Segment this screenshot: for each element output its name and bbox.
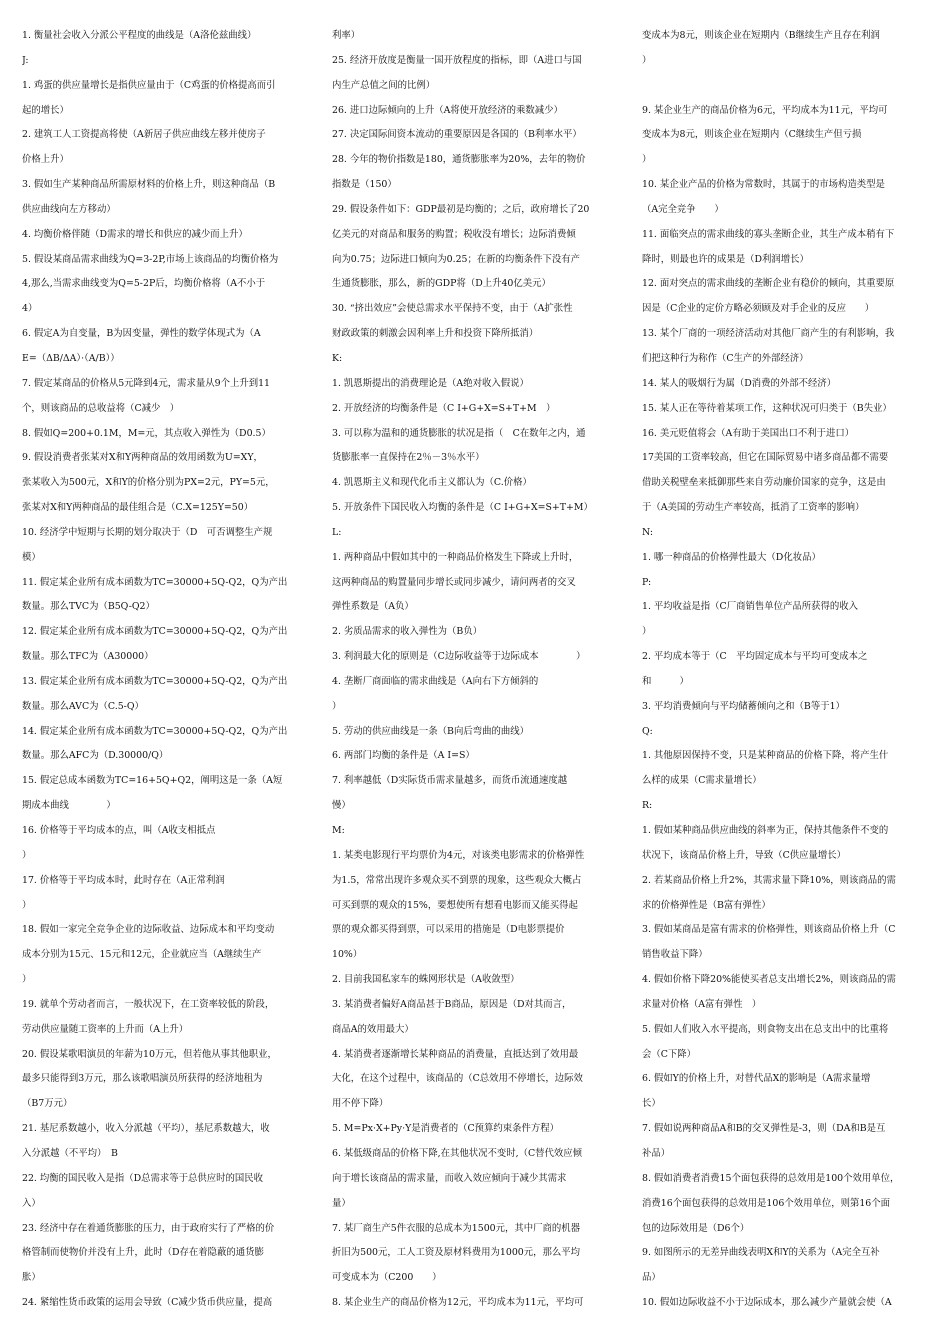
text-line: 数量。那么AVC为（C.5-Q） <box>22 700 144 712</box>
text-line: 1. 其他原因保持不变，只是某种商品的价格下降，将产生什 <box>642 750 889 762</box>
text-line: 么样的成果（C需求量增长） <box>642 775 762 787</box>
text-line: 23. 经济中存在着通货膨胀的压力，由于政府实行了严格的价 <box>22 1222 275 1234</box>
text-line: 入分派越（不平均） B <box>22 1147 118 1159</box>
text-line: 入） <box>22 1197 41 1209</box>
text-line: 16. 价格等于平均成本的点，叫（A收支相抵点 <box>22 825 216 836</box>
text-line: 生通货膨胀，那么，新的GDP将（D上升40亿美元） <box>332 278 551 290</box>
text-line: 1. 衡量社会收入分派公平程度的曲线是（A洛伦兹曲线） <box>22 30 257 41</box>
text-line: 大化，在这个过程中，该商品的（C总效用不停增长，边际效 <box>332 1073 583 1085</box>
text-line: 内生产总值之间的比例） <box>332 79 436 91</box>
text-line: 7. 假定某商品的价格从5元降到4元，需求量从9个上升到11 <box>22 377 271 389</box>
text-line: 3. 利润最大化的原则是（C边际收益等于边际成本 ） <box>332 651 586 663</box>
text-line: 8. 假如消费者消费15个面包获得的总效用是100个效用单位， <box>642 1172 900 1184</box>
text-line: 个，则该商品的总收益将（C减少 ） <box>22 402 180 414</box>
text-line: 14. 某人的吸烟行为属（D消费的外部不经济） <box>642 377 837 389</box>
text-line: 商品A的效用最大） <box>332 1023 414 1035</box>
text-line: 10%） <box>332 949 363 961</box>
text-line: 4. 假如价格下降20%能使买者总支出增长2%，则该商品的需 <box>642 974 896 986</box>
text-line: 14. 假定某企业所有成本函数为TC=30000+5Q-Q2，Q为产出 <box>22 725 288 737</box>
text-line: 8. 某企业生产的商品价格为12元，平均成本为11元，平均可 <box>332 1297 584 1309</box>
text-line: 30. “挤出效应”会使总需求水平保持不变，由于（A扩张性 <box>332 303 573 315</box>
column-1 <box>22 24 320 1344</box>
text-line: 3. 平均消费倾向与平均储蓄倾向之和（B等于1） <box>642 700 845 712</box>
text-line: 财政政策的刺激会因利率上升和投资下降所抵消） <box>332 328 539 340</box>
text-line: 长） <box>642 1098 661 1110</box>
text-line: 21. 基尼系数越小，收入分派越（平均），基尼系数越大，收 <box>22 1123 270 1135</box>
text-line: 最多只能得到3万元，那么该歌唱演员所获得的经济地租为 <box>22 1073 263 1085</box>
text-line: 会（C下降） <box>642 1048 697 1060</box>
text-line: K: <box>332 352 343 364</box>
text-line: 4. 某消费者逐渐增长某种商品的消费量，直抵达到了效用最 <box>332 1048 579 1060</box>
text-line: 消费16个面包获得的总效用是106个效用单位，则第16个面 <box>642 1197 891 1209</box>
column-3 <box>642 24 940 1344</box>
text-line: 3. 某消费者偏好A商品甚于B商品，原因是（D对其而言， <box>332 998 572 1010</box>
text-line: 慢） <box>332 800 351 812</box>
text-line: 用不停下降） <box>332 1098 389 1110</box>
text-line: 数量。那么TFC为（A30000） <box>22 651 154 663</box>
text-line: 们把这种行为称作（C生产的外部经济） <box>642 352 809 364</box>
text-line: 1. 平均收益是指（C厂商销售单位产品所获得的收入 <box>642 601 858 613</box>
text-line: ） <box>332 700 342 712</box>
text-line: P: <box>642 576 652 588</box>
text-line: 1. 某类电影现行平均票价为4元，对该类电影需求的价格弹性 <box>332 849 585 861</box>
text-line: 成本分别为15元、15元和12元，企业就应当（A继续生产 <box>22 949 262 961</box>
text-line: 量） <box>332 1197 351 1209</box>
text-line: 借助关税壁垒来抵御那些来自劳动廉价国家的竞争，这是由 <box>642 477 886 489</box>
text-line: N: <box>642 526 654 538</box>
text-line: 指数是（150） <box>332 179 397 191</box>
text-line: 12. 假定某企业所有成本函数为TC=30000+5Q-Q2，Q为产出 <box>22 626 288 638</box>
text-line: 10. 某企业产品的价格为常数时，其属于的市场构造类型是 <box>642 179 885 191</box>
text-line: 降时，则最也许的成果是（D利润增长） <box>642 253 809 265</box>
text-line: 10. 经济学中短期与长期的划分取决于（D 可否调整生产规 <box>22 526 273 538</box>
text-line: 张某收入为500元，X和Y的价格分别为PX=2元，PY=5元， <box>22 477 275 489</box>
text-line: 张某对X和Y两种商品的最佳组合是（C.X=125Y=50） <box>22 502 254 514</box>
text-line: 20. 假设某歌唱演员的年薪为10万元，但若他从事其他职业， <box>22 1048 277 1060</box>
text-line: 向为0.75；边际进口倾向为0.25；在新的均衡条件下没有产 <box>332 253 581 265</box>
text-line: Q: <box>642 725 653 737</box>
text-line: ） <box>22 849 32 861</box>
text-line: 这两种商品的购置量同步增长或同步减少，请问两者的交叉 <box>332 576 576 588</box>
text-line: 6. 假定A为自变量，B为因变量，弹性的数学体现式为（A <box>22 328 261 340</box>
text-line: 3. 可以称为温和的通货膨胀的状况是指（ C在数年之内，通 <box>332 427 586 439</box>
text-line: 2. 劣质品需求的收入弹性为（B负） <box>332 626 483 638</box>
text-line: 2. 目前我国私家车的蛛网形状是（A收敛型） <box>332 974 520 986</box>
text-line: 2. 开放经济的均衡条件是（C I+G+X=S+T+M ） <box>332 402 556 414</box>
text-line: 劳动供应量随工资率的上升而（A上升） <box>22 1023 189 1035</box>
text-line: 5. 开放条件下国民收入均衡的条件是（C I+G+X=S+T+M） <box>332 502 593 514</box>
text-line: （A完全竞争 ） <box>642 203 724 215</box>
text-line: 15. 假定总成本函数为TC=16+5Q+Q2，阐明这是一条（A短 <box>22 775 283 787</box>
text-line: 变成本为8元，则该企业在短期内（C继续生产但亏损 <box>642 129 862 141</box>
text-line: 9. 假设消费者张某对X和Y两种商品的效用函数为U=XY， <box>22 452 263 464</box>
text-line: （B7万元） <box>22 1098 73 1110</box>
text-line: 4. 均衡价格伴随（D需求的增长和供应的减少而上升） <box>22 228 248 240</box>
text-line: 5. 假设某商品需求曲线为Q=3-2P,市场上该商品的均衡价格为 <box>22 253 279 265</box>
text-line: 3. 假如某商品是富有需求的价格弹性，则该商品价格上升（C <box>642 924 896 936</box>
text-line: 27. 决定国际间资本流动的重要原因是各国的（B利率水平） <box>332 129 582 141</box>
text-line: 22. 均衡的国民收入是指（D总需求等于总供应时的国民收 <box>22 1172 264 1184</box>
text-line: 9. 某企业生产的商品价格为6元，平均成本为11元，平均可 <box>642 104 888 116</box>
text-line: 数量。那么AFC为（D.30000/Q） <box>22 750 169 762</box>
text-line: 折旧为500元，工人工资及原材料费用为1000元，那么平均 <box>332 1247 581 1259</box>
text-line: 1. 假如某种商品供应曲线的斜率为正，保持其他条件不变的 <box>642 825 889 836</box>
text-line: 利率） <box>332 30 361 41</box>
text-line: 1. 哪一种商品的价格弹性最大（D化妆品） <box>642 551 821 563</box>
text-line: 求的价格弹性是（B富有弹性） <box>642 899 771 911</box>
column-2 <box>332 24 630 1344</box>
text-line: 13. 某个厂商的一项经济活动对其他厂商产生的有利影响，我 <box>642 328 895 340</box>
text-line: J: <box>22 54 29 66</box>
text-line: 8. 假如Q=200+0.1M，M=元，其点收入弹性为（D0.5） <box>22 427 271 439</box>
text-line: 29. 假设条件如下：GDP最初是均衡的；之后，政府增长了20 <box>332 203 590 215</box>
text-line: 10. 假如边际收益不小于边际成本，那么减少产量就会使（A <box>642 1297 892 1309</box>
text-line: 为1.5，常常出现许多观众买不到票的现象，这些观众大概占 <box>332 874 582 886</box>
text-line: 5. 假如人们收入水平提高，则食物支出在总支出中的比重将 <box>642 1023 889 1035</box>
text-line: 求量对价格（A富有弹性 ） <box>642 998 762 1010</box>
text-line: 起的增长） <box>22 104 69 116</box>
text-line: 17. 价格等于平均成本时，此时存在（A正常利润 <box>22 874 225 886</box>
text-line: 格管制而使物价并没有上升，此时（D存在着隐蔽的通货膨 <box>22 1247 264 1259</box>
text-line: 4,那么,当需求曲线变为Q=5-2P后，均衡价格将（A不小于 <box>22 278 266 290</box>
text-line: 24. 紧缩性货币政策的运用会导致（C减少货币供应量，提高 <box>22 1297 273 1309</box>
text-line: 3. 假如生产某种商品所需原材料的价格上升，则这种商品（B <box>22 179 276 191</box>
text-line: ） <box>642 54 652 66</box>
text-line: 于（A美国的劳动生产率较高，抵消了工资率的影响） <box>642 502 865 514</box>
text-line: 模） <box>22 551 41 563</box>
text-line: 变成本为8元，则该企业在短期内（B继续生产且存在利润 <box>642 30 880 41</box>
text-line: E=（ΔB/ΔA）·（A/B）） <box>22 352 120 364</box>
text-line: 向于增长该商品的需求量，而收入效应倾向于减少其需求 <box>332 1172 567 1184</box>
text-line: 票的观众都买得到票，可以采用的措施是（D电影票提价 <box>332 924 565 936</box>
text-line: 和 ） <box>642 675 689 687</box>
text-line: 16. 美元贬值将会（A有助于美国出口不利于进口） <box>642 427 855 439</box>
text-line: M: <box>332 825 345 836</box>
text-line: 货膨胀率一直保持在2％－3％水平） <box>332 452 485 464</box>
text-line: 2. 平均成本等于（C 平均固定成本与平均可变成本之 <box>642 651 868 663</box>
text-line: 可买到票的观众的15%，要想使所有想看电影而又能买得起 <box>332 899 578 911</box>
text-line: 11. 面临突点的需求曲线的寡头垄断企业，其生产成本稍有下 <box>642 228 895 240</box>
text-line: 18. 假如一家完全竞争企业的边际收益、边际成本和平均变动 <box>22 924 275 936</box>
text-line: ） <box>22 899 32 911</box>
text-line: ） <box>642 626 652 638</box>
text-line: 价格上升） <box>22 154 69 166</box>
text-line: 15. 某人正在等待着某项工作，这种状况可归类于（B失业） <box>642 402 892 414</box>
text-line: 6. 两部门均衡的条件是（A I=S） <box>332 750 475 762</box>
text-line: 1. 凯恩斯提出的消费理论是（A绝对收入假说） <box>332 377 529 389</box>
text-line: 销售收益下降） <box>642 949 708 961</box>
text-line: 数量。那么TVC为（B5Q-Q2） <box>22 601 155 613</box>
text-line: 1. 鸡蛋的供应量增长是指供应量由于（C鸡蛋的价格提高而引 <box>22 79 276 91</box>
text-line: 弹性系数是（A负） <box>332 601 414 613</box>
text-line: 可变成本为（C200 ） <box>332 1272 442 1284</box>
text-line: 6. 假如Y的价格上升，对替代品X的影响是（A需求量增 <box>642 1073 871 1085</box>
text-line: 17美国的工资率较高，但它在国际贸易中诸多商品都不需要 <box>642 452 889 464</box>
text-line: 7. 假如说两种商品A和B的交叉弹性是-3，则（DA和B是互 <box>642 1123 886 1135</box>
text-line: 状况下，该商品价格上升，导致（C供应量增长） <box>642 849 847 861</box>
text-line: 2. 若某商品价格上升2%，其需求量下降10%，则该商品的需 <box>642 874 896 886</box>
text-line: 5. 劳动的供应曲线是一条（B向后弯曲的曲线） <box>332 725 529 737</box>
text-line <box>642 74 940 99</box>
text-line: 供应曲线向左方移动） <box>22 203 116 215</box>
text-line: 9. 如图所示的无差异曲线表明X和Y的关系为（A完全互补 <box>642 1247 880 1259</box>
text-line: 1. 两种商品中假如其中的一种商品价格发生下降或上升时， <box>332 551 579 563</box>
text-line: 7. 利率越低（D实际货币需求量越多，而货币流通速度越 <box>332 775 568 787</box>
text-line: 11. 假定某企业所有成本函数为TC=30000+5Q-Q2，Q为产出 <box>22 576 288 588</box>
text-line: 4） <box>22 303 38 315</box>
text-line: 7. 某厂商生产5件衣服的总成本为1500元，其中厂商的机器 <box>332 1222 581 1234</box>
text-line: 期成本曲线 ） <box>22 800 116 812</box>
text-line: 12. 面对突点的需求曲线的垄断企业有稳价的倾向，其重要原 <box>642 278 895 290</box>
text-line: ） <box>22 974 32 986</box>
text-line: 补品） <box>642 1147 671 1159</box>
text-line: 4. 垄断厂商面临的需求曲线是（A向右下方倾斜的 <box>332 675 539 687</box>
text-line: 19. 就单个劳动者而言，一般状况下，在工资率较低的阶段， <box>22 998 275 1010</box>
text-line: 5. M=Px·X+Py·Y是消费者的（C预算约束条件方程） <box>332 1123 560 1135</box>
text-line: 胀） <box>22 1272 41 1284</box>
text-line: 26. 进口边际倾向的上升（A将使开放经济的乘数减少） <box>332 104 563 116</box>
text-line: 亿美元的对商品和服务的购置；税收没有增长；边际消费倾 <box>332 228 576 240</box>
text-line: ） <box>642 154 652 166</box>
text-line: 6. 某低级商品的价格下降,在其他状况不变时,（C替代效应倾 <box>332 1147 583 1159</box>
text-line: R: <box>642 800 653 812</box>
text-line: 2. 建筑工人工资提高将使（A新居子供应曲线左移并使房子 <box>22 129 266 141</box>
text-line: 4. 凯恩斯主义和现代化币主义都认为（C.价格） <box>332 477 532 489</box>
text-line: 包的边际效用是（D6个） <box>642 1222 750 1234</box>
text-line: 25. 经济开放度是衡量一国开放程度的指标，即（A进口与国 <box>332 54 582 66</box>
text-line: 13. 假定某企业所有成本函数为TC=30000+5Q-Q2，Q为产出 <box>22 675 288 687</box>
text-line: 品） <box>642 1272 661 1284</box>
text-line: 28. 今年的物价指数是180，通货膨胀率为20%，去年的物价 <box>332 154 586 166</box>
text-line: 因是（C企业的定价方略必须顾及对手企业的反应 ） <box>642 303 875 315</box>
text-line: L: <box>332 526 342 538</box>
